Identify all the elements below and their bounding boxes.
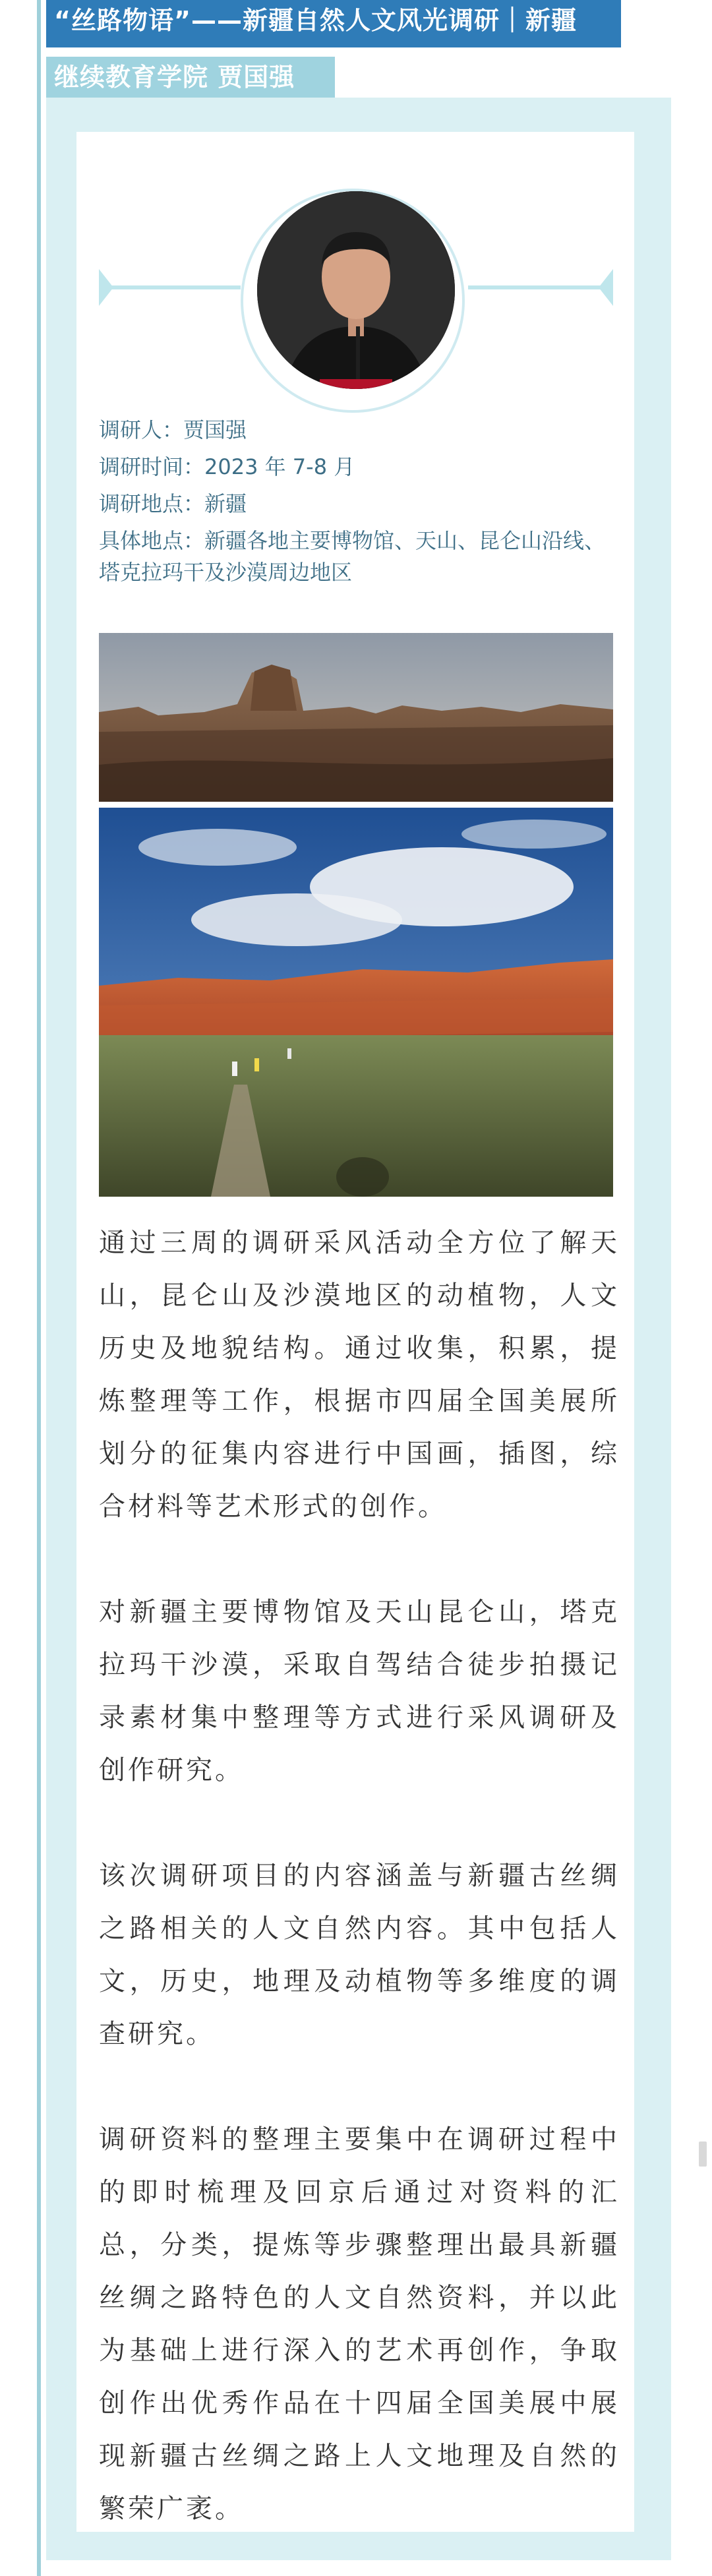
research-time-line [99, 451, 355, 483]
paragraph-2: 对新疆主要博物馆及天山昆仑山，塔克拉玛干沙漠，采取自驾结合徒步拍摄记录素材集中整理等方式进行采风调研及创作研究。 [99, 1597, 620, 1785]
research-time-label: 调研时间： [99, 454, 205, 479]
ruins-photo [99, 633, 613, 802]
research-place-label: 调研地点： [99, 491, 205, 516]
paragraph-4: 调研资料的整理主要集中在调研过程中的即时梳理及回京后通过对资料的汇总，分类，提炼等步骤整理出最具新疆丝绸之路特色的人文自然资料，并以此为基础上进行深入的艺术再创作，争取创作出优秀作品在十四届全国美展中展现新疆古丝绸之路上人文地理及自然的繁荣广袤。 [99, 2124, 620, 2524]
article-title-line2: 继续教育学院 贾国强 [46, 57, 335, 98]
research-place-line [99, 488, 247, 520]
researcher-name: 贾国强 [183, 417, 247, 442]
scroll-indicator[interactable] [699, 2142, 707, 2167]
decorative-line-left [99, 285, 241, 289]
left-accent-rule [37, 0, 41, 2576]
decorative-line-right [468, 285, 613, 289]
research-detail-value: 新疆各地主要博物馆、天山、昆仑山沿线、塔克拉玛干及沙漠周边地区 [99, 528, 606, 585]
research-detail-label: 具体地点： [99, 528, 205, 553]
research-time-value: 2023 年 7-8 月 [204, 454, 355, 479]
portrait-image [257, 191, 455, 389]
paragraph-3: 该次调研项目的内容涵盖与新疆古丝绸之路相关的人文自然内容。其中包括人文，历史，地理及动植物等多维度的调查研究。 [99, 1861, 620, 2049]
researcher-label: 调研人： [99, 417, 184, 442]
avatar [257, 191, 455, 389]
researcher-line [99, 414, 247, 446]
research-place-value: 新疆 [204, 491, 247, 516]
danxia-photo [99, 808, 613, 1197]
desert-ruins-image [99, 633, 613, 802]
article-title-line1: “丝路物语”——新疆自然人文风光调研｜新疆 [46, 0, 621, 47]
paragraph-1: 通过三周的调研采风活动全方位了解天山，昆仑山及沙漠地区的动植物，人文历史及地貌结构。通过收集，积累，提炼整理等工作，根据市四届全国美展所划分的征集内容进行中国画，插图，综合材料等艺术形式的创作。 [99, 1228, 620, 1522]
research-detail-line [99, 525, 613, 588]
decorative-arrow-right [599, 269, 613, 306]
red-mountain-landscape-image [99, 808, 613, 1197]
